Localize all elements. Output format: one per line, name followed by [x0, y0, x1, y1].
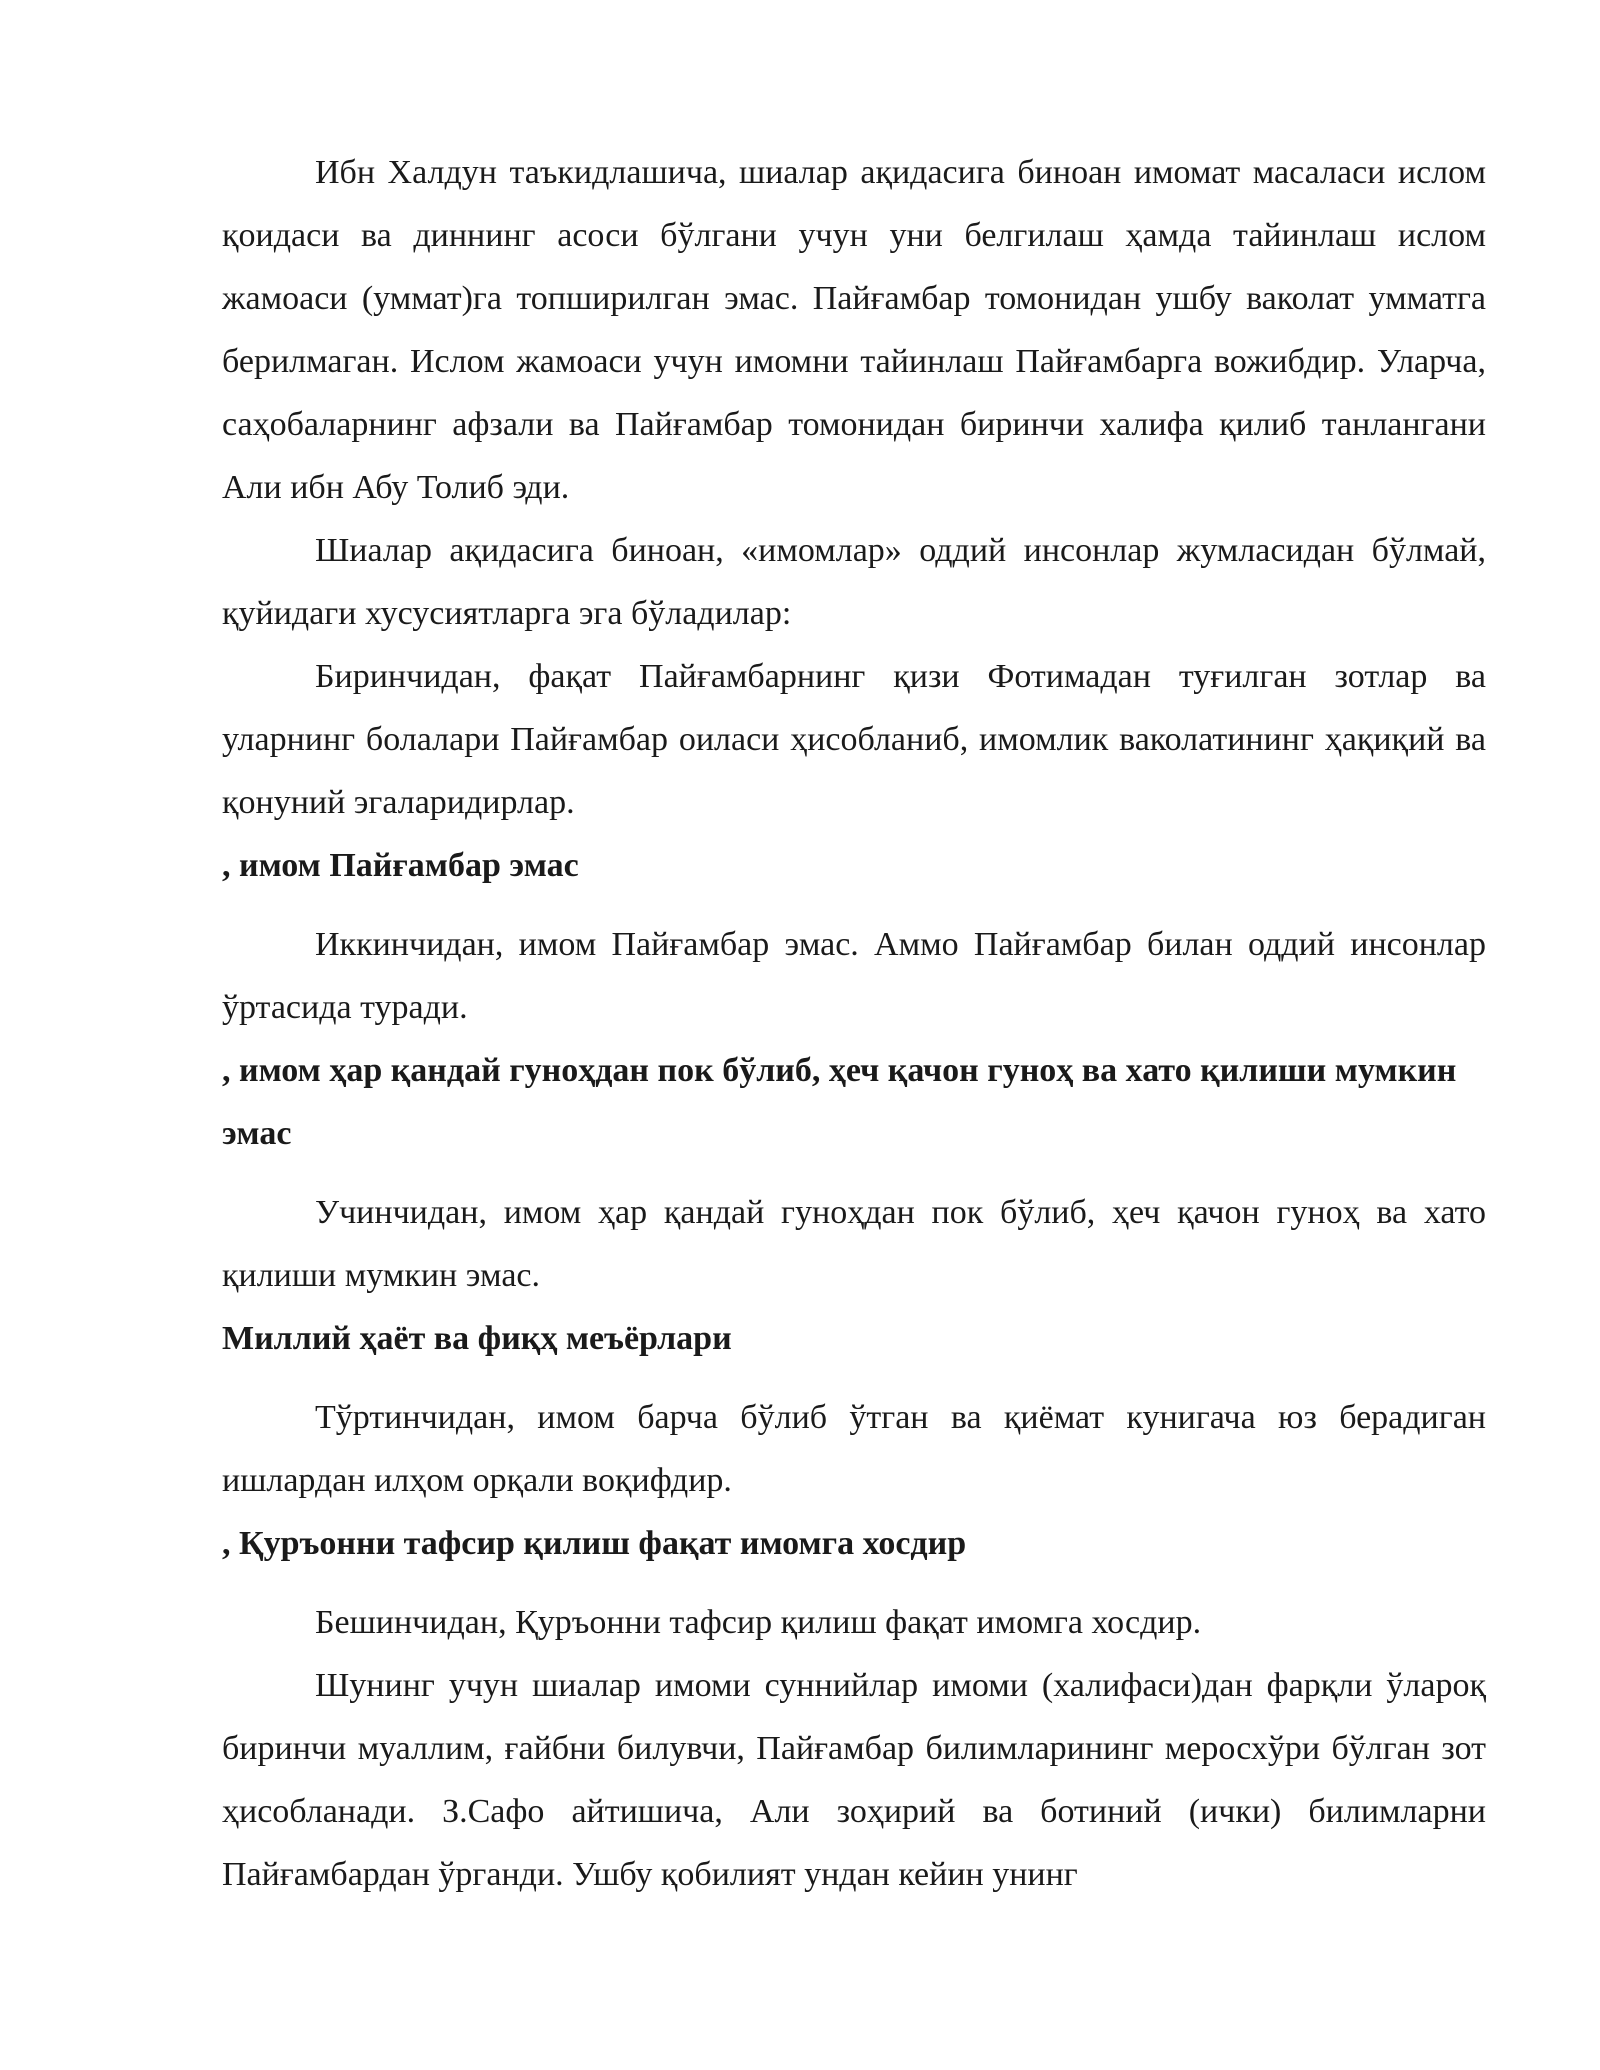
- paragraph-first: Биринчидан, фақат Пайғамбарнинг қизи Фотимадан туғилган зотлар ва уларнинг болалари Пайғамбар оиласи ҳисобланиб, имомлик ваколатининг ҳақиқий ва қонуний эгаларидирлар.: [222, 658, 1486, 821]
- paragraph-third: Учинчидан, имом ҳар қандай гуноҳдан пок бўлиб, ҳеч қачон гуноҳ ва хато қилиши мумкин эмас.: [222, 1194, 1486, 1294]
- paragraph-fourth: Тўртинчидан, имом барча бўлиб ўтган ва қиёмат кунигача юз берадиган ишлардан илҳом орқали воқифдир.: [222, 1399, 1486, 1499]
- paragraph-fifth: Бешинчидан, Қуръонни тафсир қилиш фақат имомга хосдир.: [315, 1604, 1202, 1641]
- paragraph-therefore: Шунинг учун шиалар имоми суннийлар имоми (халифаси)дан фарқли ўлароқ биринчи муаллим, ғайбни билувчи, Пайғамбар билимларининг меросхўри бўлган зот ҳисобланади. З.Сафо айтишича, Али зоҳирий ва ботиний (ички) билимларни Пайғамбардан ўрганди. Ушбу қобилият ундан кейин унинг: [222, 1667, 1486, 1893]
- heading-imam-not-prophet: , имом Пайғамбар эмас: [222, 847, 579, 884]
- heading-national-life: Миллий ҳаёт ва фиқҳ меъёрлари: [222, 1320, 732, 1357]
- paragraph-ibn-khaldun: Ибн Халдун таъкидлашича, шиалар ақидасига биноан имомат масаласи ислом қоидаси ва диннинг асоси бўлгани учун уни белгилаш ҳамда тайинлаш ислом жамоаси (уммат)га топширилган эмас. Пайғамбар томонидан ушбу ваколат умматга берилмаган. Ислом жамоаси учун имомни тайинлаш Пайғамбарга вожибдир. Уларча, саҳобаларнинг афзали ва Пайғамбар томонидан биринчи халифа қилиб танлангани Али ибн Абу Толиб эди.: [222, 154, 1486, 506]
- document-body: [222, 141, 1486, 1906]
- paragraph-imams-properties: Шиалар ақидасига биноан, «имомлар» оддий инсонлар жумласидан бўлмай, қуйидаги хусусиятларга эга бўладилар:: [222, 532, 1486, 632]
- paragraph-second: Иккинчидан, имом Пайғамбар эмас. Аммо Пайғамбар билан оддий инсонлар ўртасида туради.: [222, 926, 1486, 1026]
- heading-quran-tafsir: , Қуръонни тафсир қилиш фақат имомга хосдир: [222, 1525, 967, 1562]
- heading-imam-sinless: , имом ҳар қандай гуноҳдан пок бўлиб, ҳеч қачон гуноҳ ва хато қилиши мумкин эмас: [222, 1052, 1457, 1152]
